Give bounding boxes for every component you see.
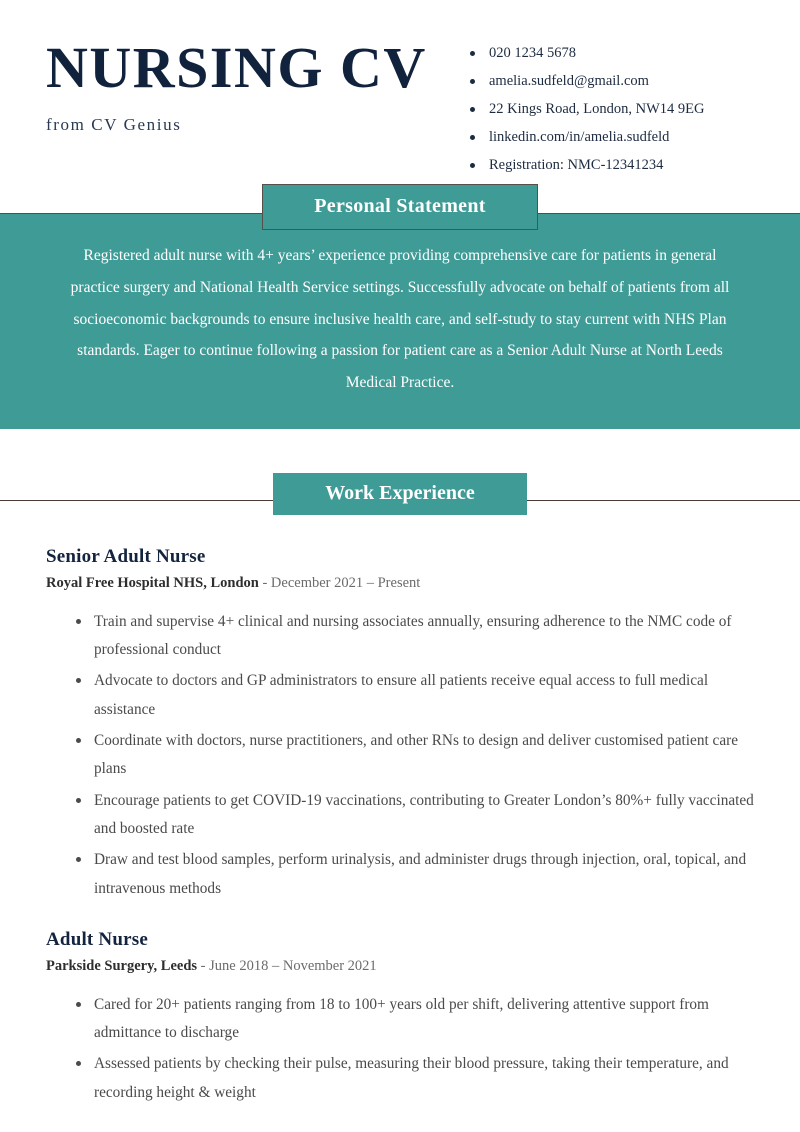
bullet-dot-icon (470, 163, 475, 168)
bullet-dot-icon (76, 1002, 81, 1007)
job-employer: Royal Free Hospital NHS, London (46, 574, 259, 591)
header-identity (0, 35, 470, 135)
bullet-dot-icon (470, 107, 475, 112)
job-bullet-list (46, 991, 754, 1107)
section-heading-personal-statement: Personal Statement (262, 184, 538, 230)
job-entry (46, 546, 754, 903)
contact-item-address (470, 102, 800, 117)
personal-statement-heading-row (0, 184, 800, 236)
personal-statement-text: Registered adult nurse with 4+ years’ experience providing comprehensive care for patients in general practice surgery and National Health Service settings. Successfully advocate on behalf of patients from all socioeconomic backgrounds to ensure inclusive health care, and self-study to stay current with NHS Plan standards. Eager to continue following a passion for patient care as a Senior Adult Nurse at North Leeds Medical Practice. (70, 247, 730, 392)
job-meta (46, 575, 754, 592)
list-item (46, 787, 754, 844)
contact-item-registration (470, 158, 800, 173)
contact-email-text: amelia.sudfeld@gmail.com (489, 73, 649, 89)
job-title: Adult Nurse (46, 928, 148, 950)
job-separator: - (200, 957, 206, 974)
job-separator: - (262, 574, 268, 591)
list-item-text: Coordinate with doctors, nurse practitioners, and other RNs to design and deliver customised patient care plans (94, 732, 739, 778)
list-item (46, 991, 754, 1048)
list-item-text: Cared for 20+ patients ranging from 18 to 100+ years old per shift, delivering attentive support from admittance to discharge (94, 995, 709, 1042)
header-subtitle: from CV Genius (46, 114, 182, 134)
bullet-dot-icon (470, 135, 475, 140)
list-item-text: Advocate to doctors and GP administrators to ensure all patients receive equal access to full medical assistance (94, 672, 709, 718)
list-item (46, 846, 754, 903)
bullet-dot-icon (76, 619, 81, 624)
work-experience-heading-row (0, 470, 800, 520)
contact-linkedin-text: linkedin.com/in/amelia.sudfeld (489, 129, 670, 145)
contact-list (470, 46, 800, 173)
list-item-text: Draw and test blood samples, perform urinalysis, and administer drugs through injection, oral, topical, and intravenous methods (94, 851, 747, 897)
page-title: NURSING CV (46, 35, 427, 100)
bullet-dot-icon (76, 1061, 81, 1066)
contact-item-email[interactable] (470, 74, 800, 89)
personal-statement-band (0, 213, 800, 429)
bullet-dot-icon (76, 678, 81, 683)
bullet-dot-icon (470, 51, 475, 56)
bullet-dot-icon (76, 798, 81, 803)
bullet-dot-icon (76, 738, 81, 743)
job-title: Senior Adult Nurse (46, 545, 206, 567)
job-dates: June 2018 – November 2021 (209, 957, 377, 974)
bullet-dot-icon (76, 857, 81, 862)
list-item (46, 608, 754, 665)
list-item (46, 667, 754, 724)
contact-address-text: 22 Kings Road, London, NW14 9EG (489, 101, 705, 117)
contact-item-linkedin[interactable] (470, 130, 800, 145)
list-item-text: Assessed patients by checking their pulse, measuring their blood pressure, taking their temperature, and recording height & weight (94, 1055, 729, 1101)
contact-item-phone (470, 46, 800, 61)
list-item (46, 1050, 754, 1107)
contact-registration-text: Registration: NMC-12341234 (489, 157, 664, 173)
job-entry (46, 929, 754, 1107)
contact-phone-text: 020 1234 5678 (489, 45, 576, 61)
cv-header (0, 0, 800, 173)
list-item-text: Train and supervise 4+ clinical and nursing associates annually, ensuring adherence to the NMC code of professional conduct (94, 612, 732, 659)
job-bullet-list (46, 608, 754, 903)
job-dates: December 2021 – Present (270, 574, 421, 591)
work-experience-section (0, 470, 800, 1107)
job-employer: Parkside Surgery, Leeds (46, 957, 198, 974)
contact-block (470, 38, 800, 186)
list-item-text: Encourage patients to get COVID-19 vaccinations, contributing to Greater London’s 80%+ fully vaccinated and boosted rate (94, 791, 754, 837)
section-heading-work-experience: Work Experience (273, 473, 527, 515)
job-meta (46, 958, 754, 975)
list-item (46, 727, 754, 784)
bullet-dot-icon (470, 79, 475, 84)
